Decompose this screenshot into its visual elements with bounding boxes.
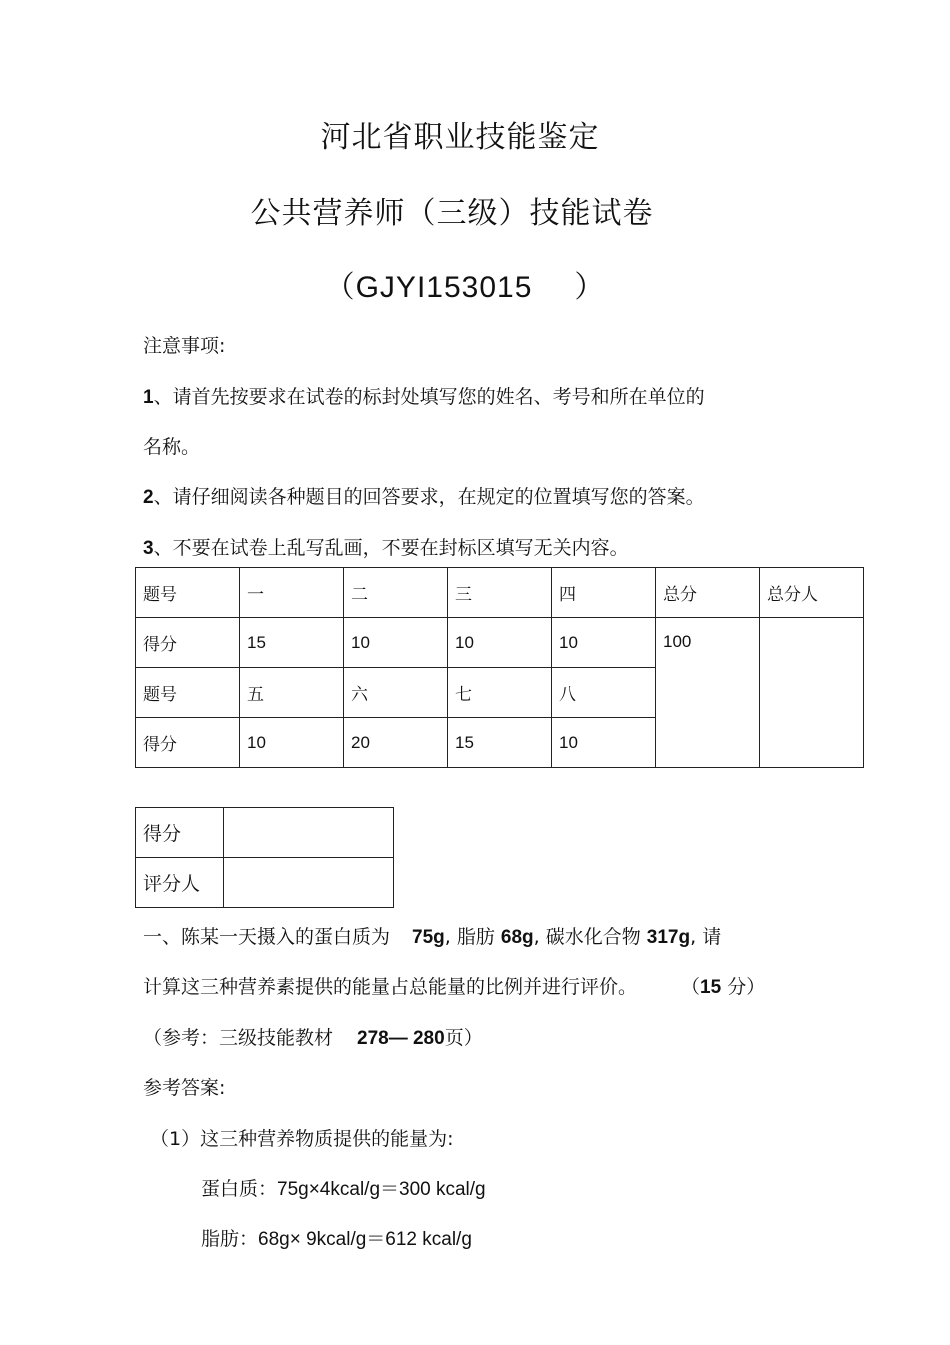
note-1 [143, 382, 705, 409]
notes-heading: 注意事项: [143, 335, 226, 357]
table-cell: 10 [240, 718, 344, 768]
table-row [136, 568, 864, 618]
note-2-text: 、请仔细阅读各种题目的回答要求，在规定的位置填写您的答案。 [153, 486, 705, 508]
code-value: GJYI153015 [355, 271, 533, 304]
table-cell: 一 [240, 568, 344, 618]
points-open: （ [681, 976, 701, 998]
protein-amount: 75g [412, 927, 445, 948]
reference-text: （参考：三级技能教材 [143, 1027, 334, 1049]
score-blank-cell [224, 808, 394, 858]
question-points: 15 [700, 977, 722, 998]
table-row [136, 858, 394, 908]
protein-calc: 75g×4kcal/g＝300 kcal/g [277, 1179, 486, 1200]
question-text: 一、陈某一天摄入的蛋白质为 [143, 926, 391, 948]
table-cell: 10 [448, 618, 552, 668]
note-2 [143, 482, 705, 509]
table-cell: 得分 [136, 618, 240, 668]
note-2-number: 2 [143, 487, 154, 508]
code-close-paren: ） [574, 270, 606, 305]
question-text: , 碳水化合物 [533, 926, 641, 948]
table-cell: 八 [552, 668, 656, 718]
score-label: 得分 [136, 808, 224, 858]
question-text: 计算这三种营养素提供的能量占总能量的比例并进行评价。 [143, 976, 638, 998]
note-3-text: 、不要在试卷上乱写乱画，不要在封标区填写无关内容。 [153, 537, 629, 559]
grader-blank-cell [224, 858, 394, 908]
exam-authority-title: 河北省职业技能鉴定 [320, 120, 600, 155]
grader-label: 评分人 [136, 858, 224, 908]
points-close: 分） [727, 976, 766, 998]
note-3 [143, 533, 629, 560]
code-open-paren: （ [324, 270, 356, 305]
note-3-number: 3 [143, 538, 154, 559]
exam-paper-title: 公共营养师（三级）技能试卷 [250, 196, 654, 231]
note-1-continued: 名称。 [143, 436, 201, 458]
table-cell: 10 [552, 718, 656, 768]
table-cell: 二 [344, 568, 448, 618]
question-1-line-1 [143, 922, 721, 949]
table-cell: 三 [448, 568, 552, 618]
table-cell: 题号 [136, 568, 240, 618]
answer-step-1: （1）这三种营养物质提供的能量为: [150, 1128, 454, 1150]
table-cell: 五 [240, 668, 344, 718]
table-cell: 10 [552, 618, 656, 668]
table-cell: 四 [552, 568, 656, 618]
table-cell: 15 [240, 618, 344, 668]
table-cell: 10 [344, 618, 448, 668]
table-cell: 七 [448, 668, 552, 718]
question-text: , 请 [690, 926, 722, 948]
fat-calc: 68g× 9kcal/g＝612 kcal/g [258, 1229, 472, 1250]
note-1-text: 、请首先按要求在试卷的标封处填写您的姓名、考号和所在单位的 [153, 386, 705, 408]
table-cell: 15 [448, 718, 552, 768]
total-score-cell: 100 [656, 618, 760, 768]
fat-amount: 68g [500, 927, 534, 948]
fat-energy-line [201, 1224, 472, 1251]
fat-label: 脂肪： [201, 1228, 259, 1250]
question-1-reference [143, 1023, 483, 1050]
question-text: , 脂肪 [444, 926, 495, 948]
table-cell: 20 [344, 718, 448, 768]
question-1-line-2 [143, 972, 765, 999]
table-row [136, 618, 864, 668]
table-cell: 六 [344, 668, 448, 718]
table-cell: 得分 [136, 718, 240, 768]
grader-table [135, 807, 394, 908]
table-row [136, 808, 394, 858]
table-cell: 总分人 [760, 568, 864, 618]
reference-pages: 278— 280 [357, 1028, 445, 1049]
exam-code [0, 262, 940, 306]
note-1-number: 1 [143, 387, 154, 408]
table-cell: 总分 [656, 568, 760, 618]
score-table [135, 567, 864, 768]
reference-suffix: 页） [444, 1027, 483, 1049]
total-grader-cell [760, 618, 864, 768]
protein-label: 蛋白质： [201, 1178, 278, 1200]
protein-energy-line [201, 1174, 486, 1201]
carb-amount: 317g [646, 927, 691, 948]
table-cell: 题号 [136, 668, 240, 718]
answer-heading: 参考答案: [143, 1077, 226, 1099]
